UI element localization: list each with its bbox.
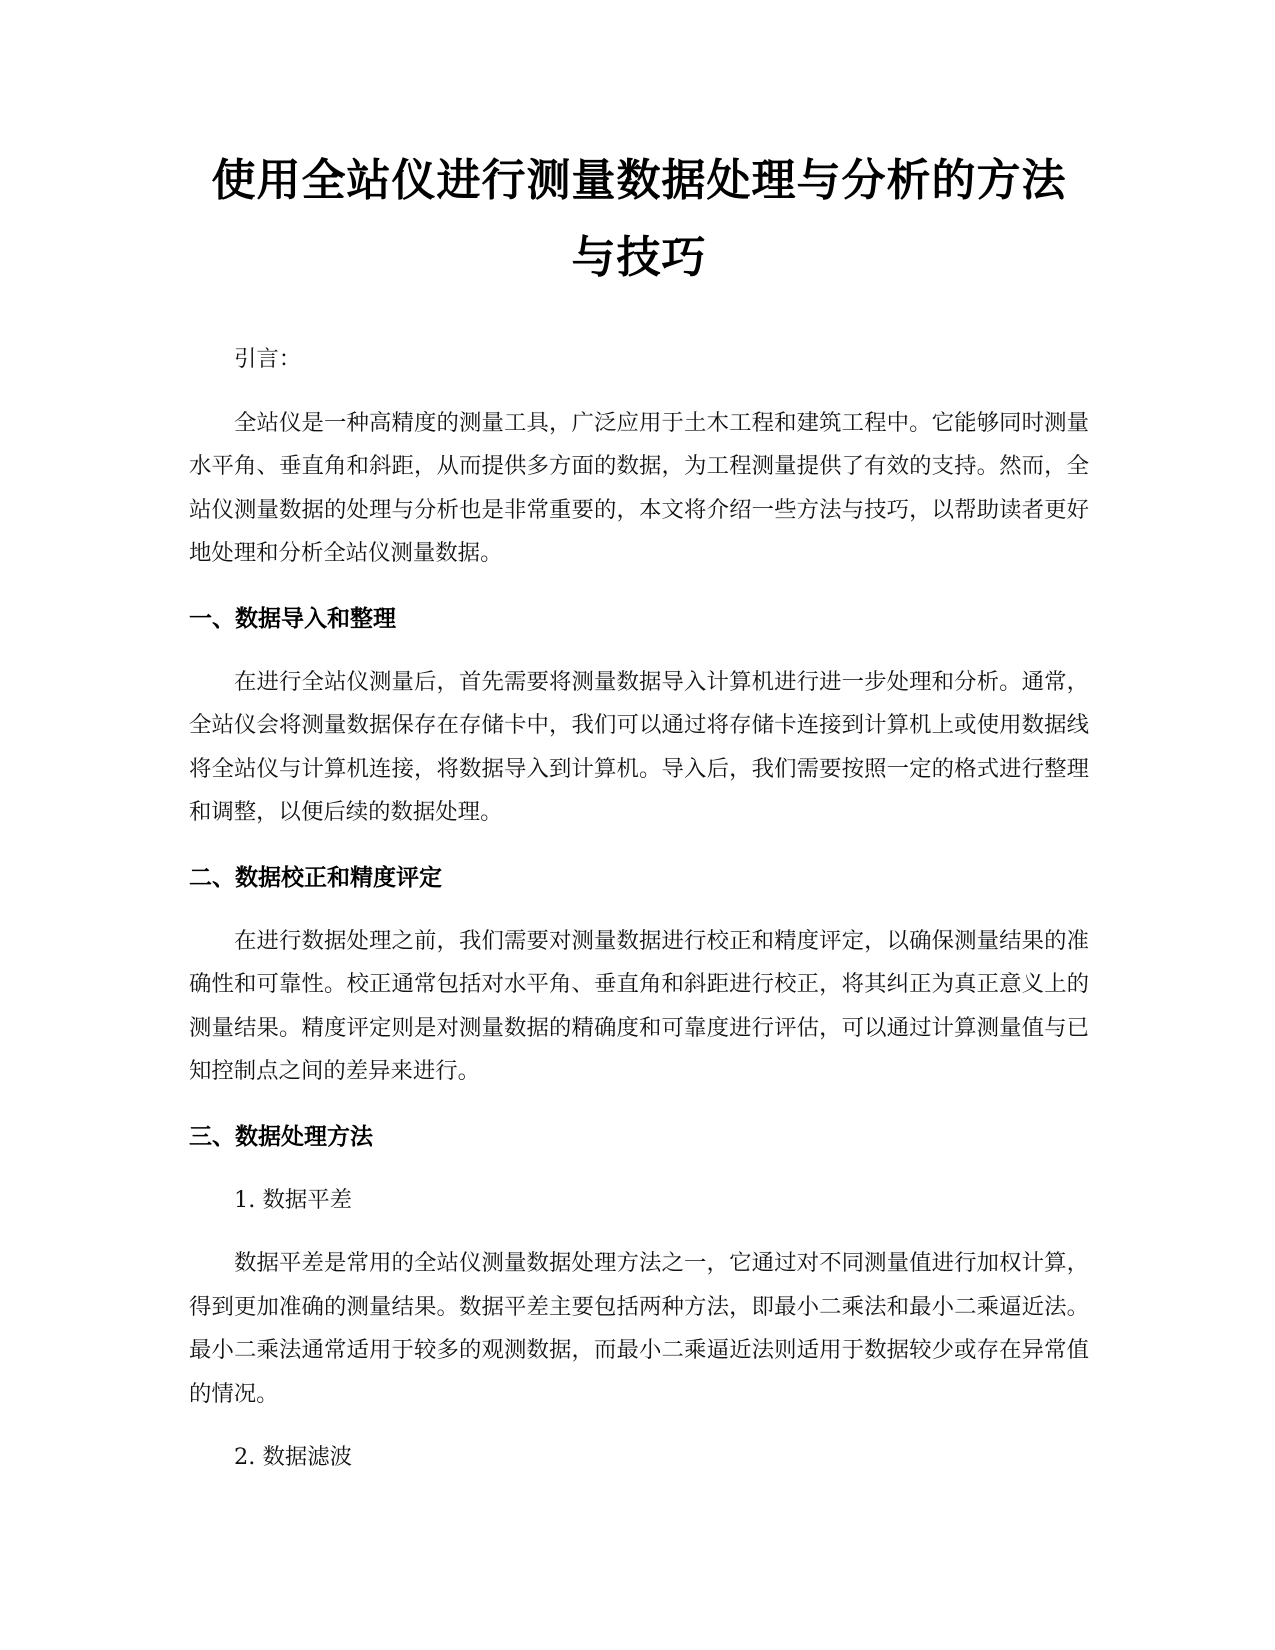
title-line-1: 使用全站仪进行测量数据处理与分析的方法 [211, 155, 1067, 206]
subsection-paragraph-1: 数据平差是常用的全站仪测量数据处理方法之一，它通过对不同测量值进行加权计算，得到更加准确的测量结果。数据平差主要包括两种方法，即最小二乘法和最小二乘逼近法。最小二乘法通常适用于较多的观测数据，而最小二乘逼近法则适用于数据较少或存在异常值的情况。 [189, 1250, 1089, 1407]
section-paragraph-1: 在进行全站仪测量后，首先需要将测量数据导入计算机进行进一步处理和分析。通常，全站仪会将测量数据保存在存储卡中，我们可以通过将存储卡连接到计算机上或使用数据线将全站仪与计算机连接，将数据导入到计算机。导入后，我们需要按照一定的格式进行整理和调整，以便后续的数据处理。 [189, 668, 1089, 825]
subsection-label-1: 1. 数据平差 [234, 1186, 353, 1213]
subsection-label-2: 2. 数据滤波 [234, 1444, 353, 1470]
document-body [189, 142, 1089, 1480]
section-paragraph-2: 在进行数据处理之前，我们需要对测量数据进行校正和精度评定，以确保测量结果的准确性和可靠性。校正通常包括对水平角、垂直角和斜距进行校正，将其纠正为真正意义上的测量结果。精度评定则是对测量数据的精确度和可靠度进行评估，可以通过计算测量值与已知控制点之间的差异来进行。 [189, 927, 1089, 1084]
section-heading-2: 二、数据校正和精度评定 [189, 864, 442, 891]
section-heading-1: 一、数据导入和整理 [189, 605, 396, 632]
section-heading-3: 三、数据处理方法 [189, 1123, 373, 1150]
intro-label: 引言： [234, 346, 302, 372]
page-title [189, 142, 1089, 296]
title-line-2: 与技巧 [571, 232, 707, 283]
intro-paragraph: 全站仪是一种高精度的测量工具，广泛应用于土木工程和建筑工程中。它能够同时测量水平角、垂直角和斜距，从而提供多方面的数据，为工程测量提供了有效的支持。然而，全站仪测量数据的处理与分析也是非常重要的，本文将介绍一些方法与技巧，以帮助读者更好地处理和分析全站仪测量数据。 [189, 409, 1089, 566]
